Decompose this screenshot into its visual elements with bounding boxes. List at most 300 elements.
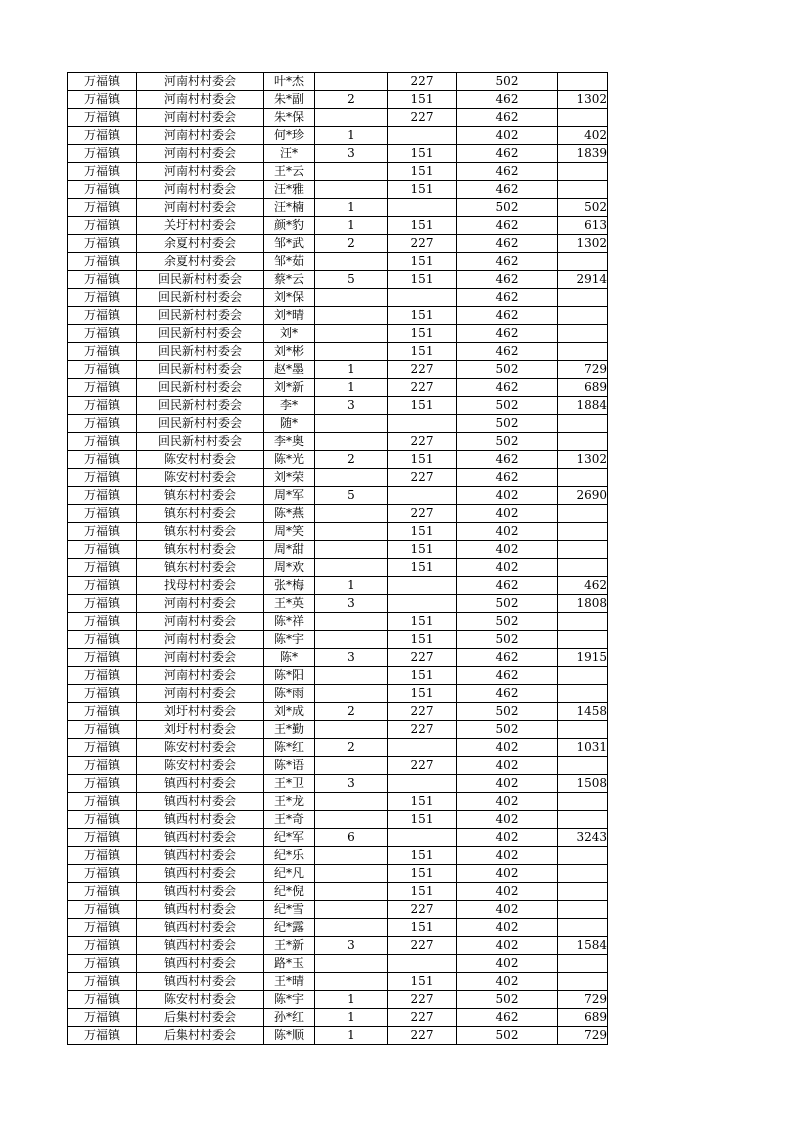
table-row — [68, 361, 608, 379]
village-cell: 陈安村村委会 — [137, 451, 264, 469]
table-row — [68, 613, 608, 631]
name-cell: 刘*保 — [264, 289, 315, 307]
table-row — [68, 757, 608, 775]
name-cell: 纪*雪 — [264, 901, 315, 919]
town-cell: 万福镇 — [68, 937, 137, 955]
count-cell — [315, 289, 388, 307]
count-cell: 1 — [315, 991, 388, 1009]
table-row — [68, 379, 608, 397]
table-row — [68, 487, 608, 505]
amount-a-cell: 151 — [388, 847, 457, 865]
town-cell: 万福镇 — [68, 523, 137, 541]
amount-b-cell: 402 — [457, 559, 558, 577]
village-cell: 河南村村委会 — [137, 181, 264, 199]
count-cell — [315, 667, 388, 685]
count-cell: 1 — [315, 577, 388, 595]
count-cell — [315, 343, 388, 361]
town-cell: 万福镇 — [68, 505, 137, 523]
count-cell: 1 — [315, 361, 388, 379]
amount-b-cell: 402 — [457, 829, 558, 847]
name-cell: 纪*乐 — [264, 847, 315, 865]
total-cell — [558, 685, 608, 703]
total-cell — [558, 541, 608, 559]
town-cell: 万福镇 — [68, 235, 137, 253]
count-cell: 2 — [315, 235, 388, 253]
amount-a-cell: 151 — [388, 271, 457, 289]
town-cell: 万福镇 — [68, 343, 137, 361]
total-cell: 729 — [558, 1027, 608, 1045]
total-cell — [558, 631, 608, 649]
village-cell: 镇西村村委会 — [137, 793, 264, 811]
town-cell: 万福镇 — [68, 181, 137, 199]
village-cell: 河南村村委会 — [137, 73, 264, 91]
table-row — [68, 1027, 608, 1045]
amount-b-cell: 462 — [457, 271, 558, 289]
town-cell: 万福镇 — [68, 199, 137, 217]
town-cell: 万福镇 — [68, 361, 137, 379]
total-cell — [558, 505, 608, 523]
amount-b-cell: 402 — [457, 883, 558, 901]
count-cell — [315, 757, 388, 775]
total-cell — [558, 811, 608, 829]
amount-a-cell: 227 — [388, 1027, 457, 1045]
total-cell: 1302 — [558, 91, 608, 109]
table-row — [68, 901, 608, 919]
total-cell — [558, 181, 608, 199]
total-cell: 1302 — [558, 451, 608, 469]
table-row — [68, 91, 608, 109]
town-cell: 万福镇 — [68, 973, 137, 991]
amount-a-cell: 151 — [388, 145, 457, 163]
amount-a-cell: 151 — [388, 883, 457, 901]
town-cell: 万福镇 — [68, 307, 137, 325]
amount-b-cell: 502 — [457, 631, 558, 649]
table-row — [68, 991, 608, 1009]
town-cell: 万福镇 — [68, 901, 137, 919]
amount-a-cell: 227 — [388, 433, 457, 451]
amount-b-cell: 402 — [457, 127, 558, 145]
table-row — [68, 721, 608, 739]
town-cell: 万福镇 — [68, 865, 137, 883]
town-cell: 万福镇 — [68, 253, 137, 271]
name-cell: 王*龙 — [264, 793, 315, 811]
amount-a-cell: 227 — [388, 1009, 457, 1027]
count-cell: 1 — [315, 217, 388, 235]
amount-a-cell — [388, 415, 457, 433]
name-cell: 颜*豹 — [264, 217, 315, 235]
count-cell: 1 — [315, 1027, 388, 1045]
amount-a-cell — [388, 739, 457, 757]
table-row — [68, 469, 608, 487]
village-cell: 回民新村村委会 — [137, 325, 264, 343]
table-row — [68, 829, 608, 847]
count-cell — [315, 109, 388, 127]
amount-b-cell: 402 — [457, 487, 558, 505]
count-cell — [315, 505, 388, 523]
table-body — [68, 73, 608, 1045]
amount-b-cell: 462 — [457, 307, 558, 325]
table-row — [68, 955, 608, 973]
village-cell: 镇西村村委会 — [137, 883, 264, 901]
total-cell — [558, 721, 608, 739]
village-cell: 河南村村委会 — [137, 613, 264, 631]
total-cell — [558, 343, 608, 361]
amount-a-cell: 151 — [388, 613, 457, 631]
amount-a-cell: 151 — [388, 811, 457, 829]
amount-a-cell: 227 — [388, 901, 457, 919]
village-cell: 陈安村村委会 — [137, 739, 264, 757]
town-cell: 万福镇 — [68, 991, 137, 1009]
name-cell: 蔡*云 — [264, 271, 315, 289]
name-cell: 刘*彬 — [264, 343, 315, 361]
name-cell: 叶*杰 — [264, 73, 315, 91]
total-cell — [558, 793, 608, 811]
amount-a-cell: 151 — [388, 181, 457, 199]
name-cell: 陈*宇 — [264, 991, 315, 1009]
total-cell — [558, 901, 608, 919]
village-cell: 后集村村委会 — [137, 1009, 264, 1027]
amount-b-cell: 462 — [457, 685, 558, 703]
table-row — [68, 847, 608, 865]
amount-b-cell: 502 — [457, 1027, 558, 1045]
count-cell — [315, 955, 388, 973]
village-cell: 河南村村委会 — [137, 91, 264, 109]
table-row — [68, 919, 608, 937]
town-cell: 万福镇 — [68, 217, 137, 235]
count-cell: 3 — [315, 937, 388, 955]
name-cell: 朱*副 — [264, 91, 315, 109]
table-row — [68, 523, 608, 541]
count-cell — [315, 181, 388, 199]
count-cell: 1 — [315, 127, 388, 145]
name-cell: 王*英 — [264, 595, 315, 613]
total-cell — [558, 523, 608, 541]
town-cell: 万福镇 — [68, 379, 137, 397]
table-row — [68, 559, 608, 577]
amount-b-cell: 502 — [457, 595, 558, 613]
name-cell: 汪*楠 — [264, 199, 315, 217]
amount-a-cell: 151 — [388, 523, 457, 541]
village-cell: 回民新村村委会 — [137, 433, 264, 451]
amount-a-cell: 227 — [388, 649, 457, 667]
amount-b-cell: 402 — [457, 955, 558, 973]
amount-a-cell: 227 — [388, 937, 457, 955]
count-cell — [315, 541, 388, 559]
count-cell — [315, 523, 388, 541]
amount-b-cell: 462 — [457, 217, 558, 235]
amount-b-cell: 402 — [457, 775, 558, 793]
total-cell: 502 — [558, 199, 608, 217]
amount-b-cell: 502 — [457, 613, 558, 631]
town-cell: 万福镇 — [68, 73, 137, 91]
name-cell: 陈* — [264, 649, 315, 667]
village-cell: 河南村村委会 — [137, 667, 264, 685]
amount-b-cell: 402 — [457, 505, 558, 523]
name-cell: 周*欢 — [264, 559, 315, 577]
amount-a-cell: 151 — [388, 307, 457, 325]
data-table — [67, 72, 608, 1045]
town-cell: 万福镇 — [68, 649, 137, 667]
amount-a-cell: 151 — [388, 559, 457, 577]
table-row — [68, 937, 608, 955]
total-cell — [558, 73, 608, 91]
amount-a-cell — [388, 829, 457, 847]
count-cell: 3 — [315, 145, 388, 163]
total-cell: 402 — [558, 127, 608, 145]
town-cell: 万福镇 — [68, 775, 137, 793]
town-cell: 万福镇 — [68, 397, 137, 415]
total-cell: 689 — [558, 1009, 608, 1027]
village-cell: 镇西村村委会 — [137, 775, 264, 793]
village-cell: 河南村村委会 — [137, 649, 264, 667]
table-row — [68, 145, 608, 163]
table-row — [68, 865, 608, 883]
village-cell: 刘圩村村委会 — [137, 721, 264, 739]
amount-a-cell: 151 — [388, 163, 457, 181]
count-cell — [315, 163, 388, 181]
name-cell: 陈*语 — [264, 757, 315, 775]
total-cell: 3243 — [558, 829, 608, 847]
village-cell: 余夏村村委会 — [137, 253, 264, 271]
table-row — [68, 649, 608, 667]
amount-a-cell — [388, 199, 457, 217]
name-cell: 汪*雅 — [264, 181, 315, 199]
town-cell: 万福镇 — [68, 91, 137, 109]
total-cell: 729 — [558, 361, 608, 379]
amount-b-cell: 462 — [457, 649, 558, 667]
total-cell: 1808 — [558, 595, 608, 613]
name-cell: 刘* — [264, 325, 315, 343]
amount-b-cell: 402 — [457, 793, 558, 811]
amount-a-cell — [388, 775, 457, 793]
town-cell: 万福镇 — [68, 289, 137, 307]
count-cell: 1 — [315, 379, 388, 397]
amount-b-cell: 402 — [457, 919, 558, 937]
total-cell: 1302 — [558, 235, 608, 253]
total-cell: 1031 — [558, 739, 608, 757]
name-cell: 陈*阳 — [264, 667, 315, 685]
amount-b-cell: 502 — [457, 991, 558, 1009]
village-cell: 回民新村村委会 — [137, 271, 264, 289]
total-cell: 1508 — [558, 775, 608, 793]
village-cell: 镇东村村委会 — [137, 505, 264, 523]
name-cell: 刘*荣 — [264, 469, 315, 487]
table-row — [68, 343, 608, 361]
amount-b-cell: 502 — [457, 73, 558, 91]
village-cell: 回民新村村委会 — [137, 415, 264, 433]
town-cell: 万福镇 — [68, 487, 137, 505]
count-cell — [315, 883, 388, 901]
village-cell: 镇东村村委会 — [137, 541, 264, 559]
amount-b-cell: 402 — [457, 541, 558, 559]
name-cell: 路*玉 — [264, 955, 315, 973]
town-cell: 万福镇 — [68, 1009, 137, 1027]
amount-a-cell: 151 — [388, 685, 457, 703]
town-cell: 万福镇 — [68, 613, 137, 631]
table-row — [68, 235, 608, 253]
name-cell: 刘*新 — [264, 379, 315, 397]
count-cell: 2 — [315, 739, 388, 757]
name-cell: 陈*祥 — [264, 613, 315, 631]
total-cell: 2690 — [558, 487, 608, 505]
name-cell: 陈*雨 — [264, 685, 315, 703]
amount-b-cell: 462 — [457, 1009, 558, 1027]
name-cell: 随* — [264, 415, 315, 433]
total-cell: 2914 — [558, 271, 608, 289]
name-cell: 刘*晴 — [264, 307, 315, 325]
amount-a-cell — [388, 127, 457, 145]
table-row — [68, 253, 608, 271]
name-cell: 李*奥 — [264, 433, 315, 451]
village-cell: 找母村村委会 — [137, 577, 264, 595]
amount-b-cell: 462 — [457, 379, 558, 397]
village-cell: 镇西村村委会 — [137, 865, 264, 883]
amount-a-cell — [388, 955, 457, 973]
town-cell: 万福镇 — [68, 883, 137, 901]
count-cell — [315, 865, 388, 883]
amount-a-cell: 227 — [388, 505, 457, 523]
name-cell: 纪*凡 — [264, 865, 315, 883]
town-cell: 万福镇 — [68, 631, 137, 649]
amount-b-cell: 402 — [457, 937, 558, 955]
table-row — [68, 73, 608, 91]
table-row — [68, 397, 608, 415]
village-cell: 河南村村委会 — [137, 595, 264, 613]
count-cell: 2 — [315, 703, 388, 721]
name-cell: 王*云 — [264, 163, 315, 181]
name-cell: 孙*红 — [264, 1009, 315, 1027]
name-cell: 王*勤 — [264, 721, 315, 739]
count-cell — [315, 721, 388, 739]
amount-b-cell: 502 — [457, 361, 558, 379]
table-row — [68, 271, 608, 289]
town-cell: 万福镇 — [68, 127, 137, 145]
count-cell — [315, 73, 388, 91]
count-cell: 1 — [315, 199, 388, 217]
amount-a-cell: 227 — [388, 109, 457, 127]
total-cell — [558, 433, 608, 451]
village-cell: 镇东村村委会 — [137, 487, 264, 505]
amount-b-cell: 462 — [457, 667, 558, 685]
count-cell — [315, 415, 388, 433]
name-cell: 邹*茹 — [264, 253, 315, 271]
town-cell: 万福镇 — [68, 469, 137, 487]
amount-a-cell: 227 — [388, 757, 457, 775]
amount-a-cell: 151 — [388, 973, 457, 991]
table-row — [68, 163, 608, 181]
amount-b-cell: 502 — [457, 397, 558, 415]
total-cell — [558, 163, 608, 181]
name-cell: 张*梅 — [264, 577, 315, 595]
village-cell: 河南村村委会 — [137, 199, 264, 217]
amount-b-cell: 462 — [457, 289, 558, 307]
village-cell: 回民新村村委会 — [137, 289, 264, 307]
count-cell — [315, 559, 388, 577]
amount-a-cell: 151 — [388, 451, 457, 469]
amount-b-cell: 462 — [457, 235, 558, 253]
amount-a-cell: 151 — [388, 217, 457, 235]
total-cell: 1915 — [558, 649, 608, 667]
name-cell: 陈*红 — [264, 739, 315, 757]
amount-a-cell: 151 — [388, 865, 457, 883]
town-cell: 万福镇 — [68, 847, 137, 865]
name-cell: 纪*露 — [264, 919, 315, 937]
total-cell — [558, 325, 608, 343]
name-cell: 陈*顺 — [264, 1027, 315, 1045]
name-cell: 王*晴 — [264, 973, 315, 991]
village-cell: 镇西村村委会 — [137, 955, 264, 973]
table-row — [68, 433, 608, 451]
town-cell: 万福镇 — [68, 559, 137, 577]
amount-a-cell: 227 — [388, 361, 457, 379]
total-cell: 462 — [558, 577, 608, 595]
total-cell — [558, 613, 608, 631]
total-cell — [558, 919, 608, 937]
count-cell — [315, 685, 388, 703]
amount-a-cell: 151 — [388, 325, 457, 343]
total-cell: 1458 — [558, 703, 608, 721]
amount-b-cell: 462 — [457, 577, 558, 595]
town-cell: 万福镇 — [68, 703, 137, 721]
name-cell: 邹*武 — [264, 235, 315, 253]
table-row — [68, 883, 608, 901]
village-cell: 镇西村村委会 — [137, 811, 264, 829]
table-row — [68, 739, 608, 757]
village-cell: 回民新村村委会 — [137, 361, 264, 379]
name-cell: 王*新 — [264, 937, 315, 955]
amount-a-cell — [388, 487, 457, 505]
village-cell: 镇西村村委会 — [137, 901, 264, 919]
count-cell — [315, 631, 388, 649]
table-row — [68, 307, 608, 325]
count-cell — [315, 613, 388, 631]
amount-b-cell: 402 — [457, 901, 558, 919]
village-cell: 镇西村村委会 — [137, 919, 264, 937]
total-cell — [558, 955, 608, 973]
amount-a-cell: 227 — [388, 703, 457, 721]
town-cell: 万福镇 — [68, 109, 137, 127]
amount-b-cell: 462 — [457, 469, 558, 487]
amount-a-cell: 227 — [388, 379, 457, 397]
town-cell: 万福镇 — [68, 433, 137, 451]
count-cell: 3 — [315, 775, 388, 793]
amount-a-cell: 227 — [388, 73, 457, 91]
amount-a-cell: 227 — [388, 235, 457, 253]
count-cell: 3 — [315, 595, 388, 613]
village-cell: 陈安村村委会 — [137, 991, 264, 1009]
village-cell: 关圩村村委会 — [137, 217, 264, 235]
name-cell: 周*甜 — [264, 541, 315, 559]
town-cell: 万福镇 — [68, 721, 137, 739]
village-cell: 镇东村村委会 — [137, 523, 264, 541]
table-row — [68, 109, 608, 127]
village-cell: 回民新村村委会 — [137, 343, 264, 361]
town-cell: 万福镇 — [68, 757, 137, 775]
count-cell — [315, 793, 388, 811]
town-cell: 万福镇 — [68, 685, 137, 703]
count-cell: 3 — [315, 397, 388, 415]
total-cell — [558, 865, 608, 883]
table-row — [68, 217, 608, 235]
name-cell: 纪*军 — [264, 829, 315, 847]
name-cell: 陈*燕 — [264, 505, 315, 523]
table-row — [68, 127, 608, 145]
amount-a-cell: 151 — [388, 919, 457, 937]
amount-b-cell: 402 — [457, 739, 558, 757]
table-row — [68, 181, 608, 199]
total-cell — [558, 757, 608, 775]
town-cell: 万福镇 — [68, 145, 137, 163]
